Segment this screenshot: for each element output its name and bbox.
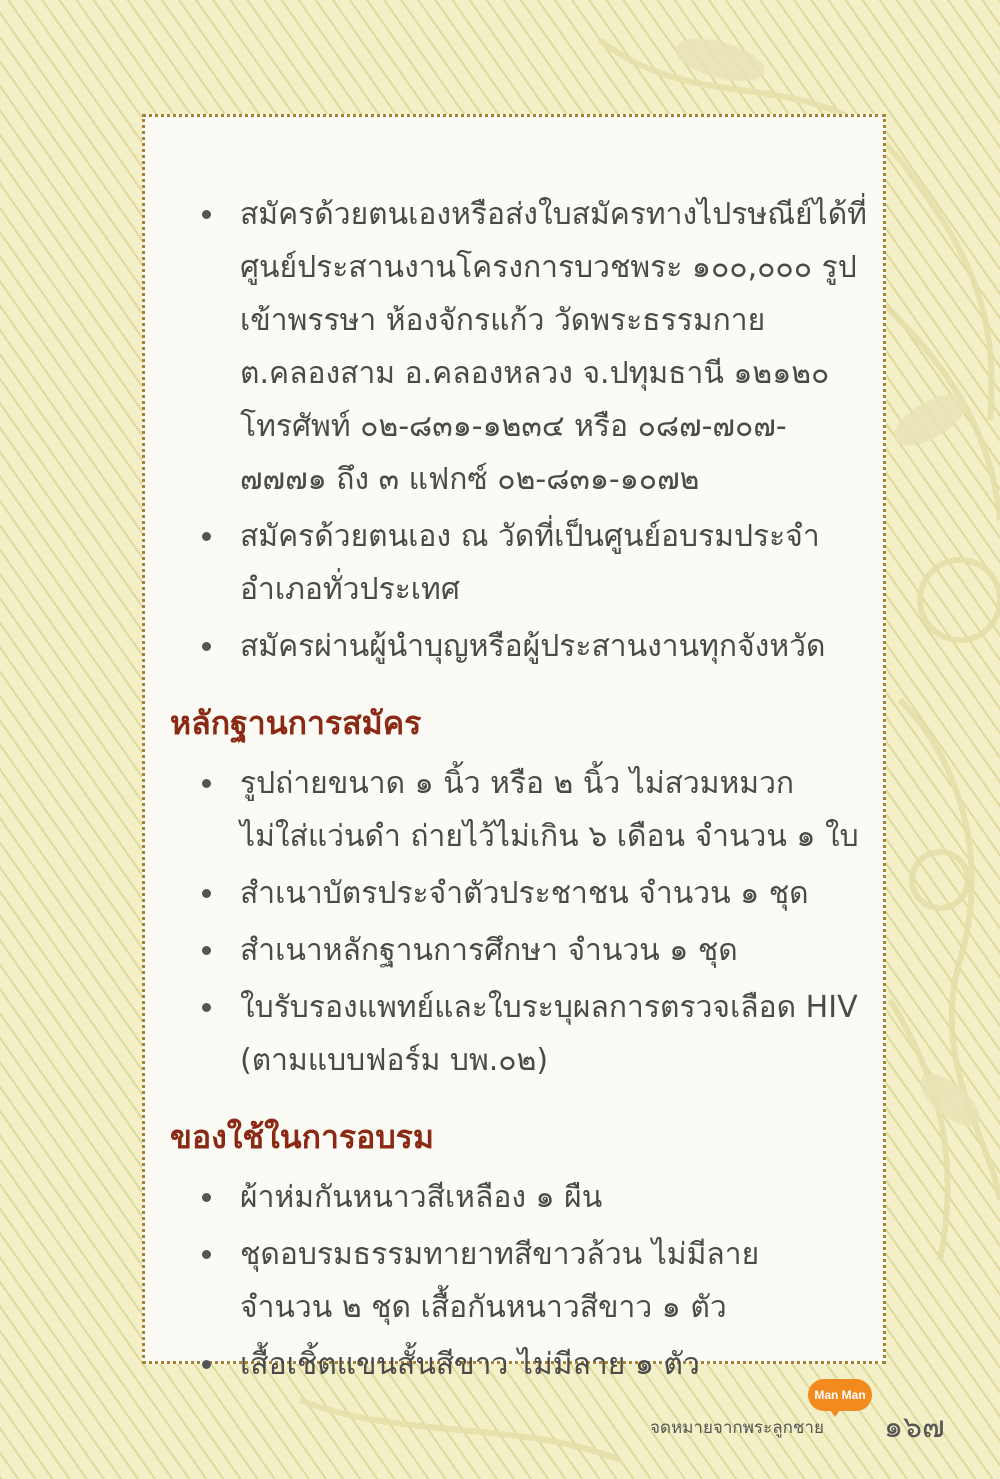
application-methods-list bbox=[170, 188, 870, 673]
list-item-line: สำเนาบัตรประจำตัวประชาชน จำนวน ๑ ชุด bbox=[240, 876, 809, 911]
list-item-line: เข้าพรรษา ห้องจักรแก้ว วัดพระธรรมกาย bbox=[240, 303, 766, 338]
list-item-line: อำเภอทั่วประเทศ bbox=[240, 572, 460, 607]
list-item bbox=[170, 188, 870, 506]
bullet-icon bbox=[202, 1250, 211, 1259]
list-item-line: ชุดอบรมธรรมทายาทสีขาวล้วน ไม่มีลาย bbox=[240, 1237, 760, 1272]
publisher-logo: Man Man bbox=[808, 1379, 872, 1411]
list-item bbox=[170, 1171, 870, 1224]
list-item bbox=[170, 1338, 870, 1391]
book-title: จดหมายจากพระลูกชาย bbox=[650, 1418, 824, 1438]
bullet-icon bbox=[202, 1360, 211, 1369]
list-item bbox=[170, 924, 870, 977]
bullet-icon bbox=[202, 889, 211, 898]
list-item bbox=[170, 1228, 870, 1334]
page-number: ๑๖๗ bbox=[884, 1410, 945, 1445]
list-item-line: สมัครผ่านผู้นำบุญหรือผู้ประสานงานทุกจังหวัด bbox=[240, 629, 826, 664]
list-item bbox=[170, 620, 870, 673]
list-item bbox=[170, 757, 870, 863]
list-item-line: รูปถ่ายขนาด ๑ นิ้ว หรือ ๒ นิ้ว ไม่สวมหมวก bbox=[240, 766, 795, 801]
bullet-icon bbox=[202, 1193, 211, 1202]
list-item-line: เสื้อเชิ้ตแขนสั้นสีขาว ไม่มีลาย ๑ ตัว bbox=[240, 1347, 700, 1382]
list-item-line: ผ้าห่มกันหนาวสีเหลือง ๑ ผืน bbox=[240, 1180, 603, 1215]
list-item-line: โทรศัพท์ ๐๒-๘๓๑-๑๒๓๔ หรือ ๐๘๗-๗๐๗- bbox=[240, 409, 787, 444]
bullet-icon bbox=[202, 642, 211, 651]
list-item-line: สำเนาหลักฐานการศึกษา จำนวน ๑ ชุด bbox=[240, 933, 738, 968]
bullet-icon bbox=[202, 210, 211, 219]
list-item-line: ศูนย์ประสานงานโครงการบวชพระ ๑๐๐,๐๐๐ รูป bbox=[240, 250, 857, 285]
bullet-icon bbox=[202, 946, 211, 955]
page-content bbox=[170, 188, 870, 1395]
list-item-line: ๗๗๗๑ ถึง ๓ แฟกซ์ ๐๒-๘๓๑-๑๐๗๒ bbox=[240, 462, 700, 497]
documents-list bbox=[170, 757, 870, 1087]
section-heading-documents: หลักฐานการสมัคร bbox=[170, 704, 422, 742]
section-heading-supplies: ของใช้ในการอบรม bbox=[170, 1118, 434, 1156]
list-item-line: สมัครด้วยตนเองหรือส่งใบสมัครทางไปรษณีย์ได้ที่ bbox=[240, 197, 867, 232]
list-item bbox=[170, 981, 870, 1087]
list-item-line: ไม่ใส่แว่นดำ ถ่ายไว้ไม่เกิน ๖ เดือน จำนวน ๑ ใบ bbox=[240, 819, 859, 854]
list-item-line: (ตามแบบฟอร์ม บพ.๐๒) bbox=[240, 1043, 549, 1078]
bullet-icon bbox=[202, 779, 211, 788]
list-item-line: ใบรับรองแพทย์และใบระบุผลการตรวจเลือด HIV bbox=[240, 990, 858, 1025]
bullet-icon bbox=[202, 532, 211, 541]
list-item-line: สมัครด้วยตนเอง ณ วัดที่เป็นศูนย์อบรมประจำ bbox=[240, 519, 820, 554]
supplies-list bbox=[170, 1171, 870, 1391]
list-item-line: ต.คลองสาม อ.คลองหลวง จ.ปทุมธานี ๑๒๑๒๐ bbox=[240, 356, 830, 391]
logo-bubble-tail-icon bbox=[828, 1407, 842, 1417]
list-item bbox=[170, 510, 870, 616]
list-item-line: จำนวน ๒ ชุด เสื้อกันหนาวสีขาว ๑ ตัว bbox=[240, 1290, 727, 1325]
list-item bbox=[170, 867, 870, 920]
bullet-icon bbox=[202, 1003, 211, 1012]
